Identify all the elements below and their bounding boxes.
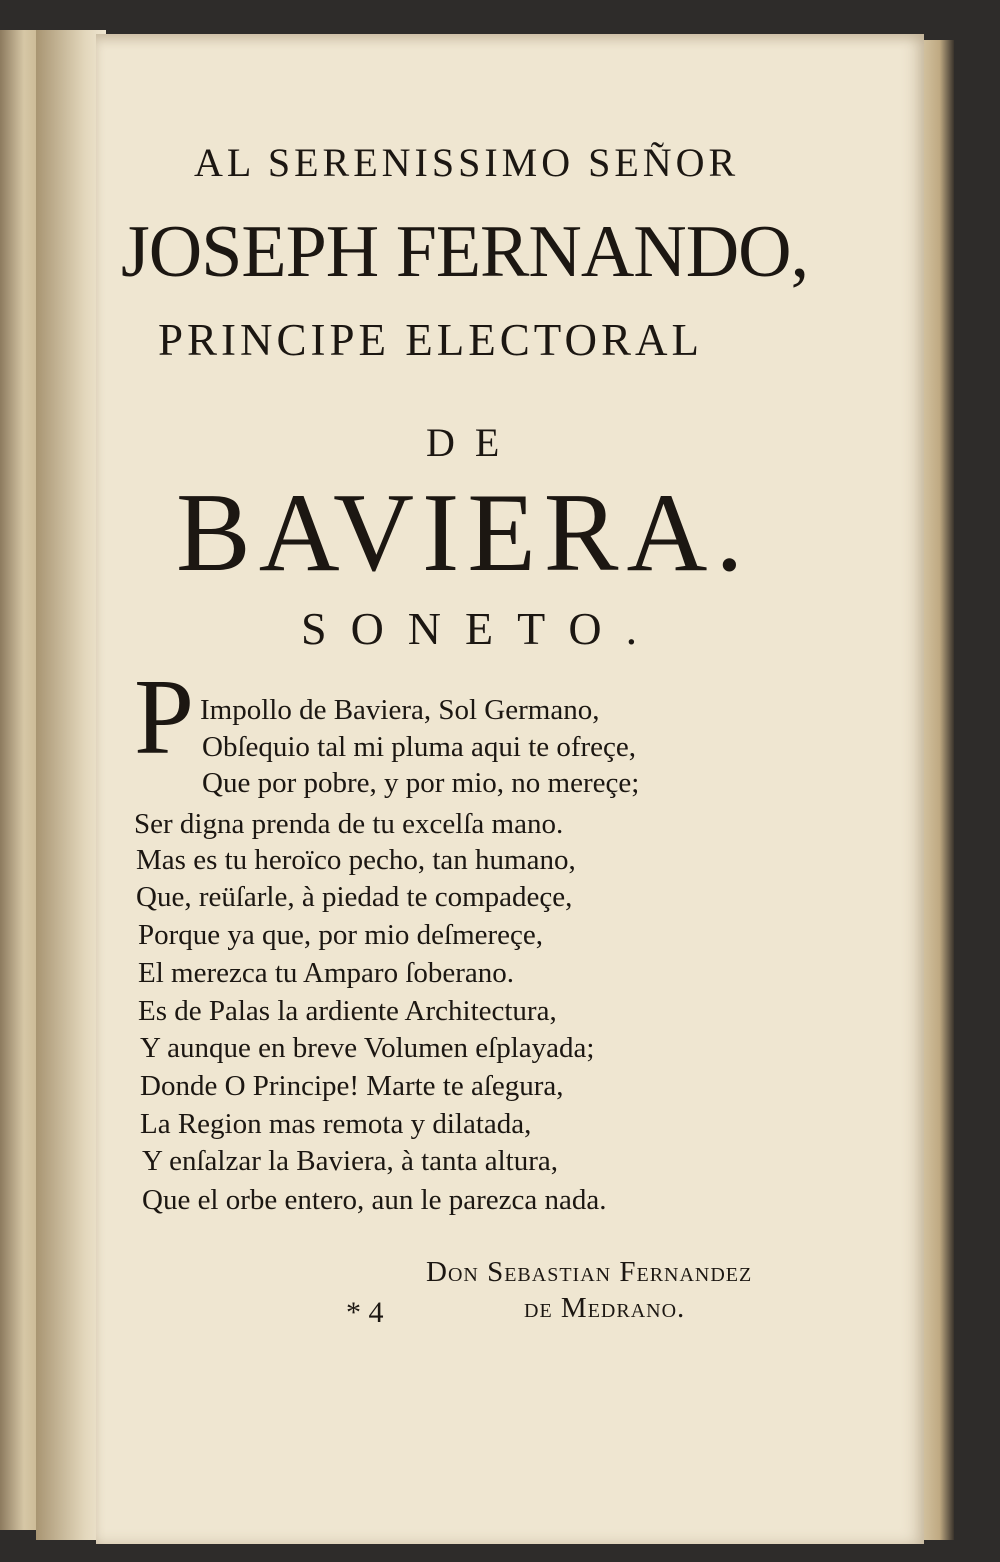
previous-page-edge <box>0 30 40 1530</box>
verse-line-7: Porque ya que, por mio deſmereçe, <box>138 919 544 951</box>
verse-line-11: Donde O Principe! Marte te aſegura, <box>140 1070 564 1102</box>
verse-line-3: Que por pobre, y por mio, no mereçe; <box>202 767 640 799</box>
verse-line-1: Impollo de Baviera, Sol Germano, <box>200 694 600 726</box>
verse-line-5: Mas es tu heroïco pecho, tan humano, <box>136 844 576 876</box>
signature-surname: de Medrano. <box>524 1292 686 1324</box>
verse-line-6: Que, reüſarle, à piedad te compadeçe, <box>136 881 573 913</box>
verse-line-12: La Region mas remota y dilatada, <box>140 1108 532 1140</box>
book-page <box>96 34 924 1544</box>
verse-line-13: Y enſalzar la Baviera, à tanta altura, <box>142 1145 558 1177</box>
dedication-de: DE <box>426 420 520 465</box>
dedication-name: JOSEPH FERNANDO, <box>121 211 809 293</box>
verse-line-2: Obſequio tal mi pluma aqui te ofreçe, <box>202 731 637 763</box>
verse-line-14: Que el orbe entero, aun le parezca nada. <box>142 1184 607 1216</box>
verse-line-8: El merezca tu Amparo ſoberano. <box>138 957 515 989</box>
verse-line-10: Y aunque en breve Volumen eſplayada; <box>140 1032 595 1064</box>
poem-title: SONETO. <box>301 603 662 654</box>
signature-name: Don Sebastian Fernandez <box>426 1256 753 1288</box>
verse-line-9: Es de Palas la ardiente Architectura, <box>138 995 557 1027</box>
verse-line-4: Ser digna prenda de tu excelſa mano. <box>134 808 564 840</box>
signature-mark: * 4 <box>346 1296 384 1329</box>
dedication-line-1: AL SERENISSIMO SEÑOR <box>194 140 740 185</box>
dedication-title: PRINCIPE ELECTORAL <box>158 315 703 365</box>
dedication-place: BAVIERA. <box>176 471 752 595</box>
drop-cap: P <box>134 658 195 777</box>
